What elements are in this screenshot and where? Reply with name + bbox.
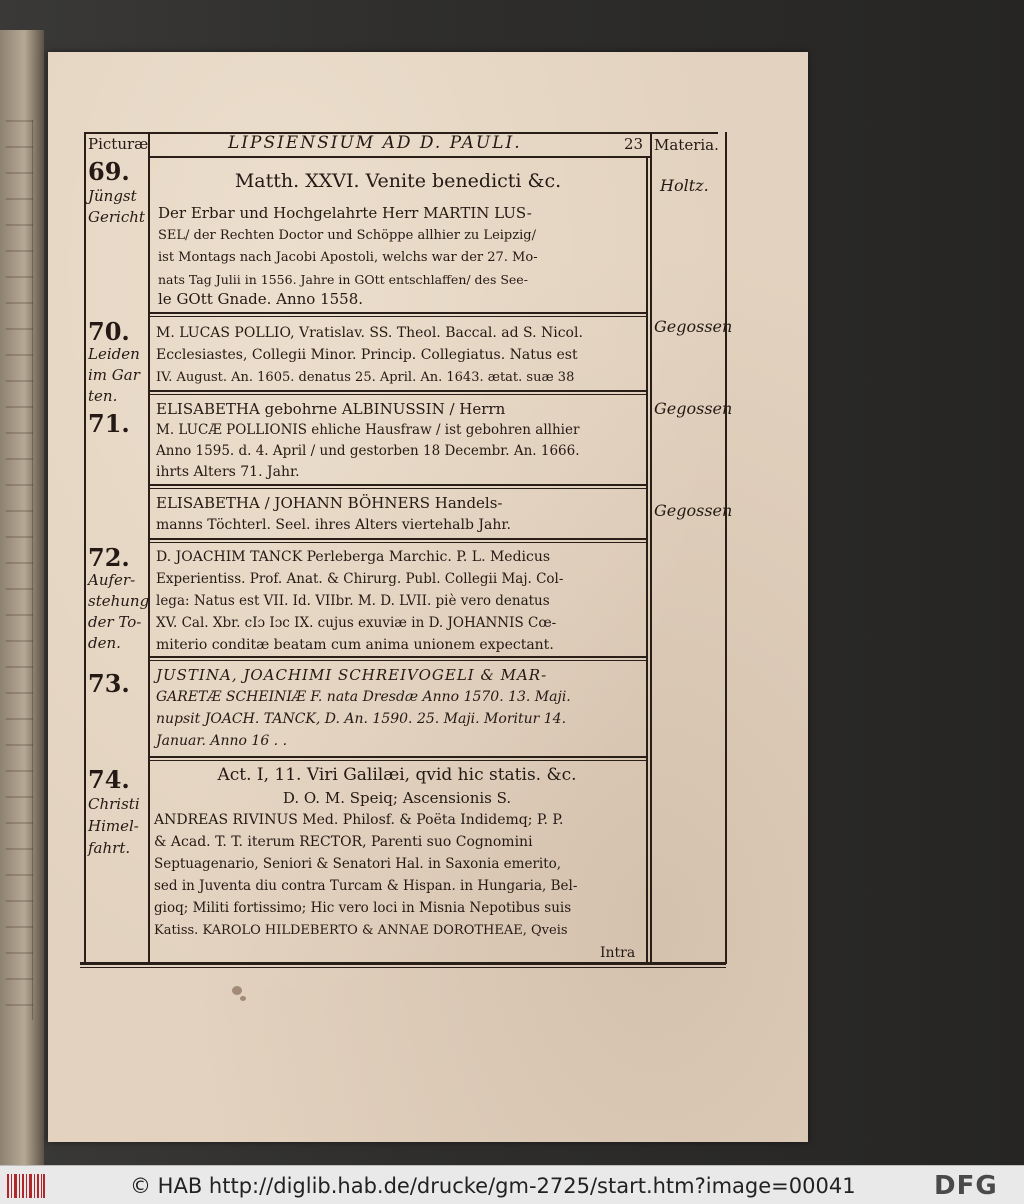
entry-line: Act. I, 11. Viri Galilæi, qvid hic statis. &c.: [217, 765, 577, 785]
picture-label-line: ten.: [88, 387, 118, 405]
entry-line: ist Montags nach Jacobi Apostoli, welchs war der 27. Mo-: [158, 250, 538, 265]
entry-separator: [150, 394, 646, 395]
frame-right-rule: [725, 132, 727, 964]
entry-number: 70.: [88, 317, 130, 346]
entry-line: nupsit JOACH. TANCK, D. An. 1590. 25. Maji. Moritur 14.: [156, 711, 567, 727]
entry-separator: [150, 542, 646, 543]
entry-number: 71.: [88, 409, 130, 438]
ink-stain: [232, 986, 242, 995]
entry-line: ANDREAS RIVINUS Med. Philosf. & Poëta Indidemq; P. P.: [154, 812, 564, 828]
entry-separator: [150, 488, 646, 489]
entry-line: JUSTINA, JOACHIMI SCHREIVOGELI & MAR-: [156, 666, 548, 684]
entry-separator: [150, 484, 646, 486]
entry-line: M. LUCÆ POLLIONIS ehliche Hausfraw / ist gebohren allhier: [156, 422, 580, 438]
entry-line: Der Erbar und Hochgelahrte Herr MARTIN LUS-: [158, 204, 532, 222]
adjacent-page-edge: [0, 30, 44, 1165]
picture-label-line: stehung: [88, 592, 150, 610]
entry-number: 72.: [88, 543, 130, 572]
entry-line: Experientiss. Prof. Anat. & Chirurg. Publ. Collegii Maj. Col-: [156, 571, 564, 587]
running-header: LIPSIENSIUM AD D. PAULI.: [228, 133, 522, 153]
entry-line: D. O. M. Speiq; Ascensionis S.: [282, 789, 512, 807]
entry-line: manns Töchterl. Seel. ihres Alters viertehalb Jahr.: [156, 517, 511, 533]
picture-label-line: Aufer-: [88, 571, 136, 589]
picture-label-line: im Gar: [88, 366, 140, 384]
header-left-column-title: Picturæ: [88, 135, 149, 153]
entry-line: lega: Natus est VII. Id. VIIbr. M. D. LVII. piè vero denatus: [156, 593, 550, 609]
col-right-rule-inner: [646, 156, 648, 962]
entry-separator: [150, 312, 646, 314]
picture-label-line: Gericht: [88, 208, 145, 226]
page-number: 23: [624, 135, 644, 153]
copyright-link[interactable]: © HAB http://diglib.hab.de/drucke/gm-2725/start.htm?image=00041: [130, 1174, 856, 1198]
entry-line: Ecclesiastes, Collegii Minor. Princip. Collegiatus. Natus est: [156, 347, 578, 363]
entry-number: 73.: [88, 669, 130, 698]
picture-label-line: Himel-: [88, 817, 139, 835]
picture-label-line: Jüngst: [88, 187, 137, 205]
entry-separator: [150, 756, 646, 758]
header-right-column-title: Materia.: [654, 136, 719, 154]
col-right-rule: [650, 132, 652, 962]
entry-line: Septuagenario, Seniori & Senatori Hal. in Saxonia emerito,: [154, 856, 562, 872]
entry-separator: [150, 660, 646, 661]
header-under-rule: [150, 156, 650, 158]
entry-line: & Acad. T. T. iterum RECTOR, Parenti suo Cognomini: [154, 834, 533, 850]
entry-line: Matth. XXVI. Venite benedicti &c.: [234, 170, 562, 192]
entry-line: XV. Cal. Xbr. cIɔ Iɔc IX. cujus exuviæ in D. JOHANNIS Cœ-: [156, 615, 557, 631]
entry-separator: [150, 390, 646, 392]
catchword: Intra: [600, 945, 636, 961]
picture-label-line: Leiden: [88, 345, 140, 363]
entry-number: 69.: [88, 157, 130, 186]
picture-label-line: Christi: [88, 795, 140, 813]
entry-line: sed in Juventa diu contra Turcam & Hispan. in Hungaria, Bel-: [154, 878, 578, 894]
entry-line: ELISABETHA / JOHANN BÖHNERS Handels-: [156, 494, 503, 512]
entry-line: le GOtt Gnade. Anno 1558.: [158, 290, 364, 308]
material-label: Gegossen: [654, 317, 733, 336]
col-left-rule: [148, 132, 150, 964]
entry-line: Anno 1595. d. 4. April / und gestorben 18 Decembr. An. 1666.: [156, 443, 580, 459]
entry-line: Januar. Anno 16 . .: [156, 733, 288, 749]
entry-separator: [150, 538, 646, 540]
frame-bottom-rule-thin: [80, 967, 726, 968]
entry-line: SEL/ der Rechten Doctor und Schöppe allhier zu Leipzig/: [158, 228, 536, 243]
entry-line: IV. August. An. 1605. denatus 25. April. An. 1643. ætat. suæ 38: [156, 370, 575, 385]
entry-line: ihrts Alters 71. Jahr.: [156, 464, 300, 480]
entry-number: 74.: [88, 765, 130, 794]
barcode-icon: [6, 1172, 46, 1200]
entry-line: nats Tag Julii in 1556. Jahre in GOtt entschlaffen/ des See-: [158, 272, 528, 287]
entry-line: Katiss. KAROLO HILDEBERTO & ANNAE DOROTHEAE, Qveis: [154, 923, 568, 938]
material-label: Gegossen: [654, 501, 733, 520]
entry-line: D. JOACHIM TANCK Perleberga Marchic. P. L. Medicus: [156, 549, 551, 565]
ink-stain: [240, 996, 246, 1001]
entry-line: GARETÆ SCHEINIÆ F. nata Dresdæ Anno 1570. 13. Maji.: [156, 689, 571, 705]
picture-label-line: fahrt.: [88, 839, 131, 857]
material-label: Gegossen: [654, 399, 733, 418]
entry-line: miterio conditæ beatam cum anima unionem expectant.: [156, 637, 554, 653]
entry-separator: [150, 316, 646, 317]
picture-label-line: den.: [88, 634, 121, 652]
material-label: Holtz.: [660, 176, 709, 195]
entry-line: M. LUCAS POLLIO, Vratislav. SS. Theol. Baccal. ad S. Nicol.: [156, 325, 583, 341]
entry-line: gioq; Militi fortissimo; Hic vero loci in Misnia Nepotibus suis: [154, 900, 572, 916]
entry-separator: [150, 760, 646, 761]
frame-left-rule: [84, 132, 86, 964]
entry-line: ELISABETHA gebohrne ALBINUSSIN / Herrn: [156, 400, 506, 418]
viewer-footer: [0, 1165, 1024, 1204]
book-page: [48, 52, 808, 1142]
picture-label-line: der To-: [88, 613, 142, 631]
dfg-logo: DFG: [934, 1171, 998, 1201]
